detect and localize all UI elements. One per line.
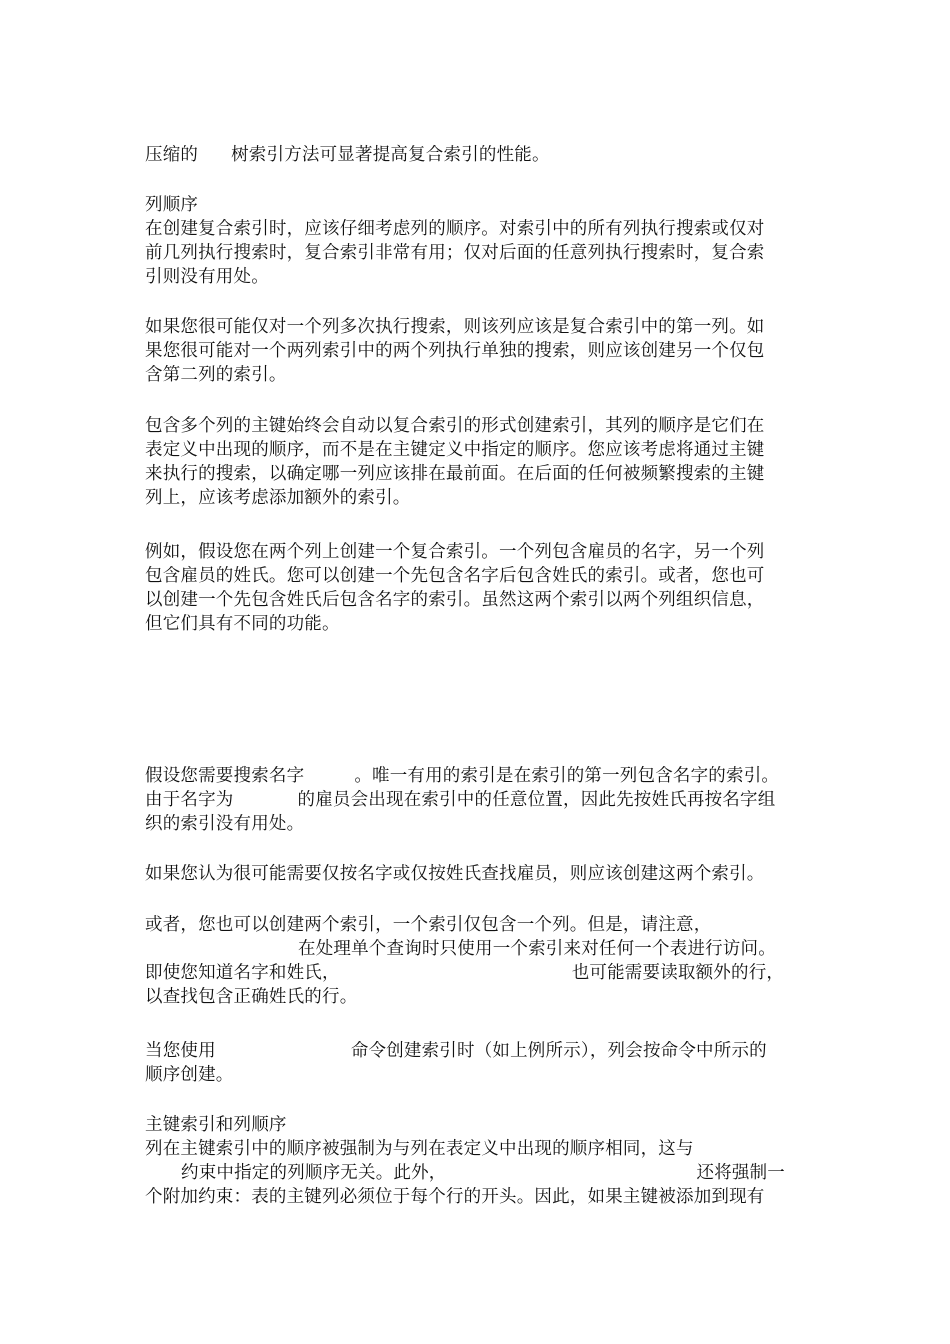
paragraph-line: 含第二列的索引。 bbox=[145, 365, 287, 385]
paragraph-line bbox=[145, 788, 775, 812]
paragraph-line: 以创建一个先包含姓氏后包含名字的索引。虽然这两个索引以两个列组织信息， bbox=[145, 590, 765, 610]
paragraph-line: 表定义中出现的顺序，而不是在主键定义中指定的顺序。您应该考虑将通过主键 bbox=[145, 440, 765, 460]
paragraph-line bbox=[181, 1161, 785, 1185]
paragraph-line: 以查找包含正确姓氏的行。 bbox=[145, 987, 358, 1007]
paragraph-line: 织的索引没有用处。 bbox=[145, 814, 305, 834]
paragraph-line bbox=[145, 764, 779, 788]
text-run: 即使您知道名字和姓氏， bbox=[145, 963, 340, 983]
paragraph-line: 包含多个列的主键始终会自动以复合索引的形式创建索引，其列的顺序是它们在 bbox=[145, 416, 765, 436]
text-run: 的雇员会出现在索引中的任意位置，因此先按姓氏再按名字组 bbox=[297, 790, 776, 810]
paragraph-line: 但它们具有不同的功能。 bbox=[145, 614, 340, 634]
paragraph-line: 前几列执行搜索时，复合索引非常有用；仅对后面的任意列执行搜索时，复合索 bbox=[145, 243, 765, 263]
paragraph-line: 果您很可能对一个两列索引中的两个列执行单独的搜索，则应该创建另一个仅包 bbox=[145, 341, 765, 361]
paragraph-line: 列上，应该考虑添加额外的索引。 bbox=[145, 488, 411, 508]
text-run: 约束中指定的列顺序无关。此外， bbox=[181, 1163, 447, 1183]
text-run: 。唯一有用的索引是在索引的第一列包含名字的索引。 bbox=[354, 766, 780, 786]
paragraph-line: 在创建复合索引时，应该仔细考虑列的顺序。对索引中的所有列执行搜索或仅对 bbox=[145, 219, 765, 239]
text-run: 由于名字为 bbox=[145, 790, 234, 810]
intro-text-b: 树索引方法可显著提高复合索引的性能。 bbox=[231, 145, 550, 165]
paragraph-line bbox=[145, 961, 784, 985]
paragraph-line: 来执行的搜索，以确定哪一列应该排在最前面。在后面的任何被频繁搜索的主键 bbox=[145, 464, 765, 484]
paragraph-line: 个附加约束：表的主键列必须位于每个行的开头。因此，如果主键被添加到现有 bbox=[145, 1187, 765, 1207]
text-run: 也可能需要读取额外的行， bbox=[571, 963, 785, 983]
text-run: 还将强制一 bbox=[696, 1163, 785, 1183]
text-run: 命令创建索引时（如上例所示），列会按命令中所示的 bbox=[350, 1041, 767, 1061]
text-run: 当您使用 bbox=[145, 1041, 216, 1061]
paragraph-line: 或者，您也可以创建两个索引，一个索引仅包含一个列。但是，请注意， bbox=[145, 915, 712, 935]
paragraph-line: 如果您认为很可能需要仅按名字或仅按姓氏查找雇员，则应该创建这两个索引。 bbox=[145, 864, 765, 884]
paragraph-line: 包含雇员的姓氏。您可以创建一个先包含名字后包含姓氏的索引。或者，您也可 bbox=[145, 566, 765, 586]
text-run: 假设您需要搜索名字 bbox=[145, 766, 305, 786]
paragraph-line: 如果您很可能仅对一个列多次执行搜索，则该列应该是复合索引中的第一列。如 bbox=[145, 317, 765, 337]
paragraph-line bbox=[145, 1039, 767, 1063]
paragraph-line: 引则没有用处。 bbox=[145, 267, 269, 287]
paragraph-line: 例如，假设您在两个列上创建一个复合索引。一个列包含雇员的名字，另一个列 bbox=[145, 542, 765, 562]
paragraph-line: 顺序创建。 bbox=[145, 1065, 234, 1085]
paragraph-line: 列在主键索引中的顺序被强制为与列在表定义中出现的顺序相同，这与 bbox=[145, 1139, 694, 1159]
paragraph-line: 在处理单个查询时只使用一个索引来对任何一个表进行访问。 bbox=[298, 939, 776, 959]
intro-text-a: 压缩的 bbox=[145, 145, 199, 165]
intro-line bbox=[145, 143, 550, 167]
section-heading-column-order: 列顺序 bbox=[145, 195, 199, 215]
section-heading-pk: 主键索引和列顺序 bbox=[145, 1115, 287, 1135]
